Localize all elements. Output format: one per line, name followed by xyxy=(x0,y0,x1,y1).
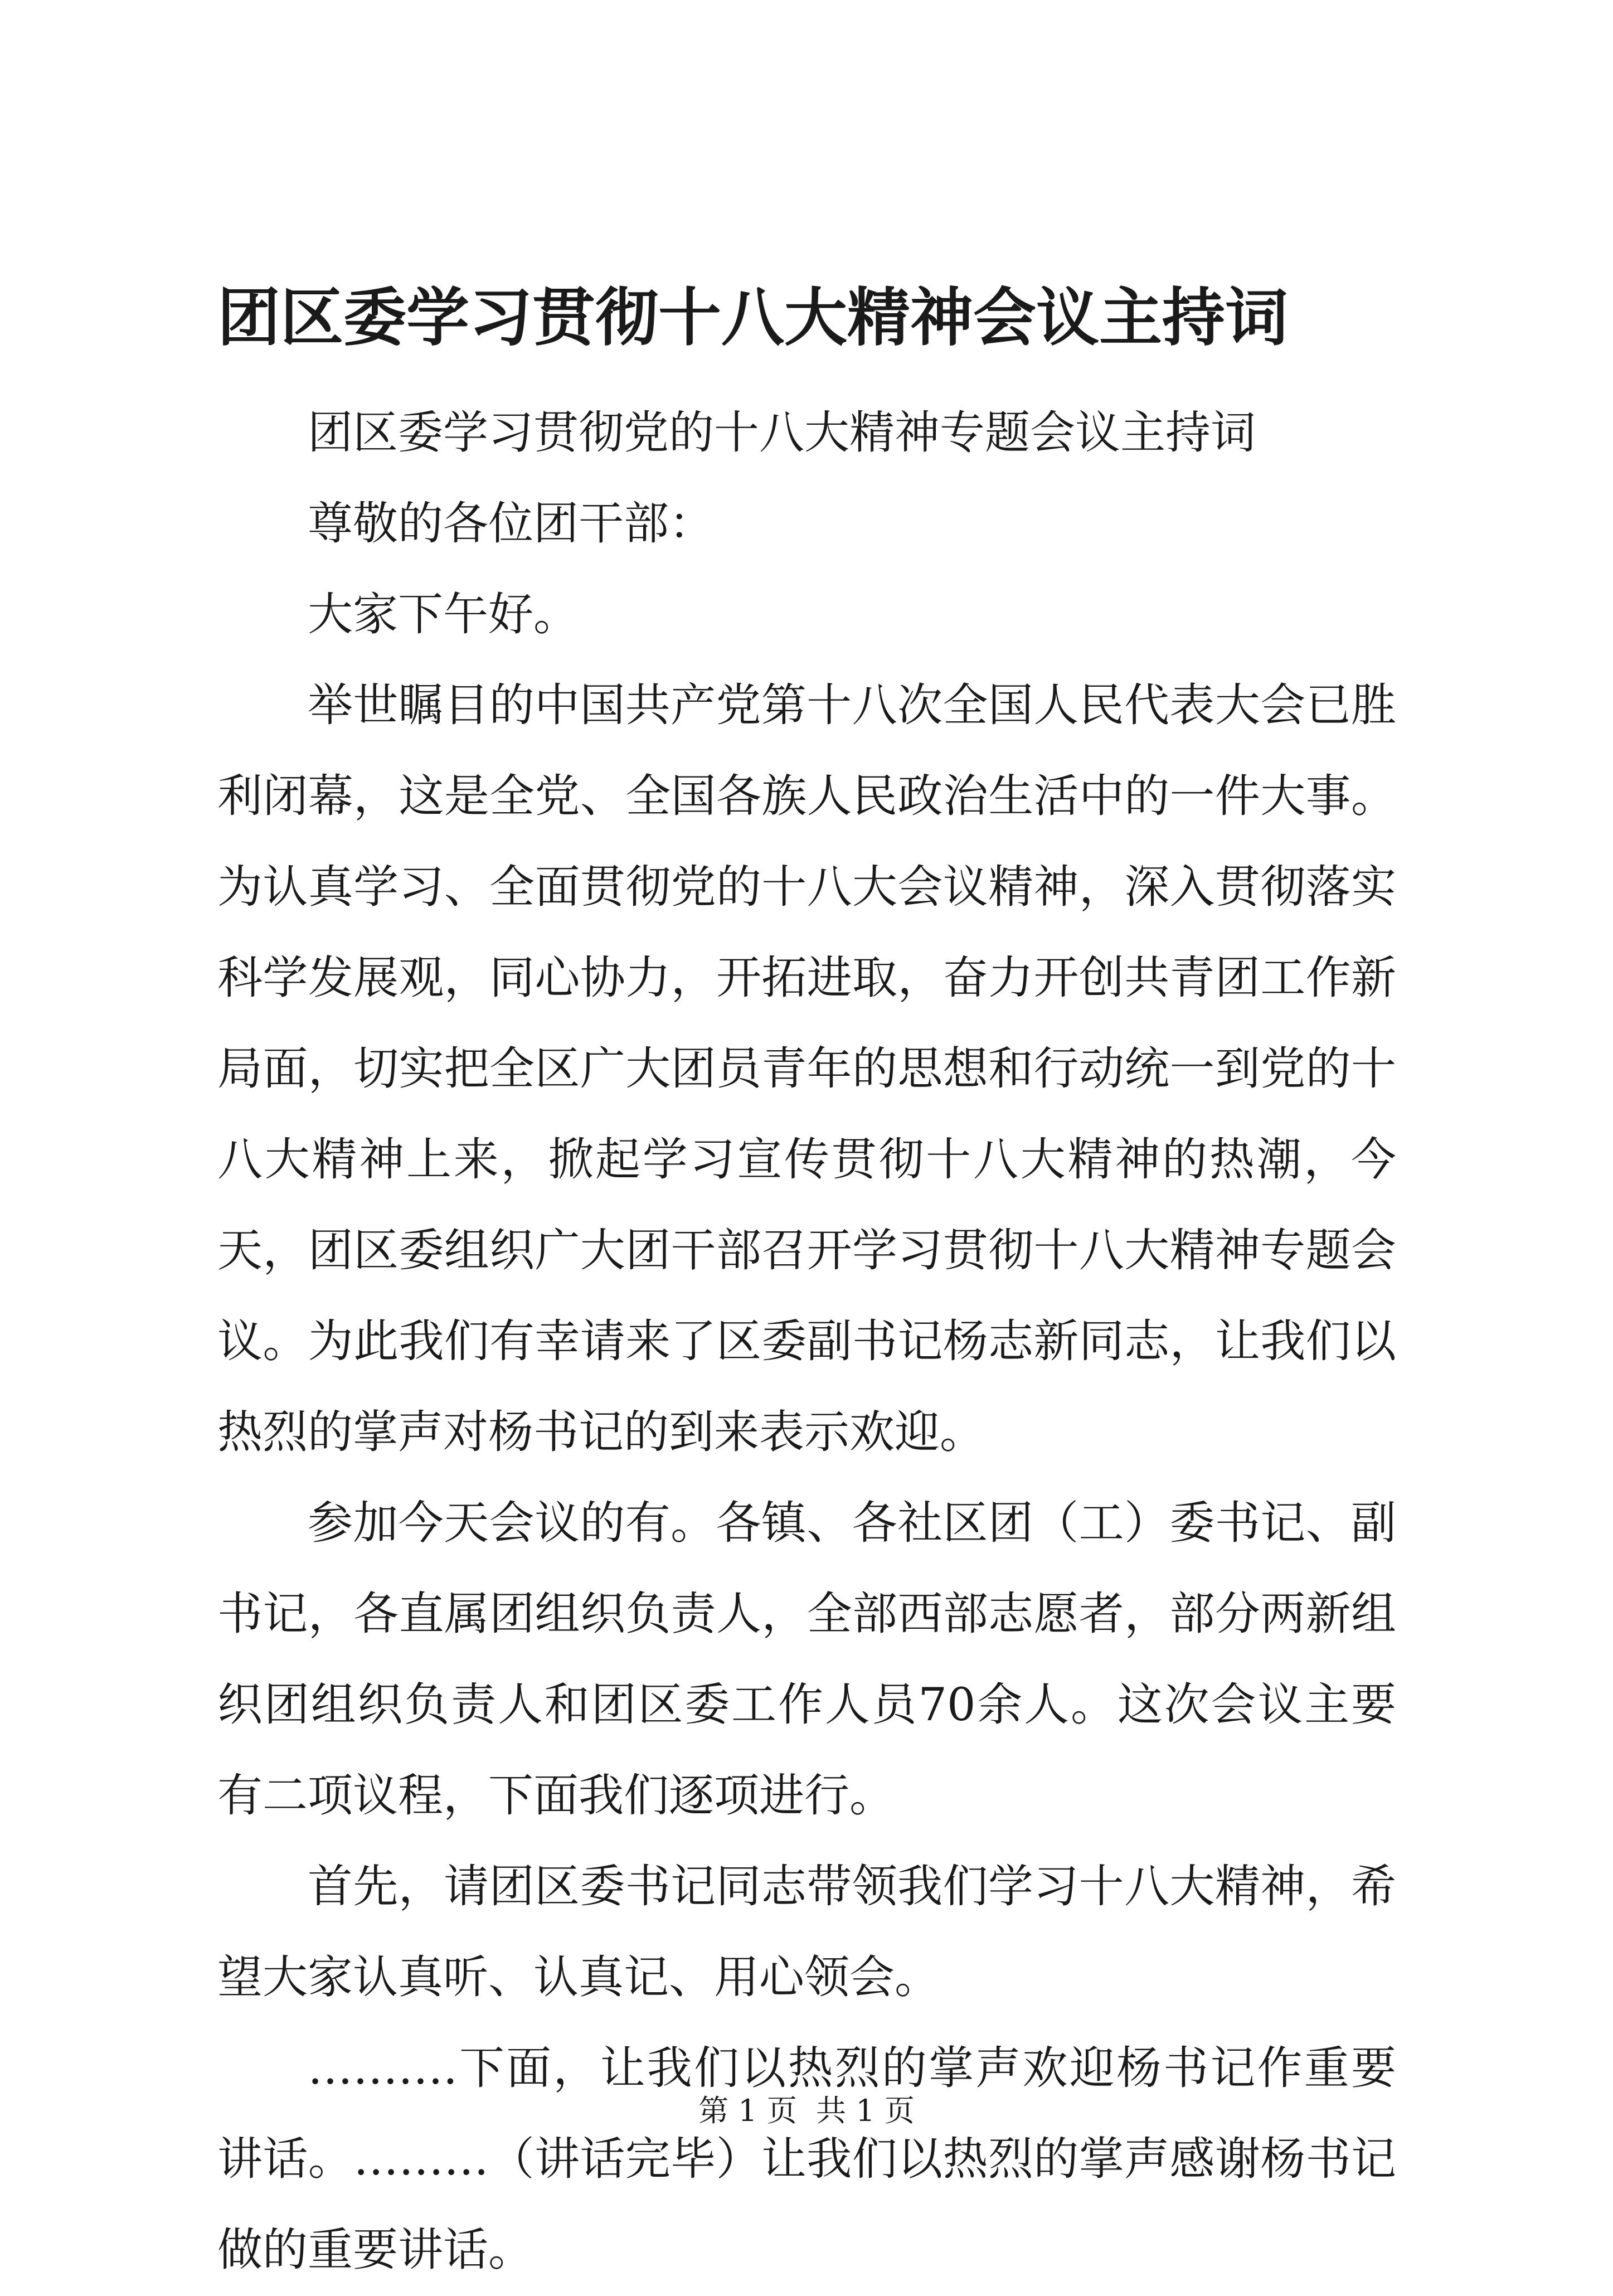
page-number-footer: 第 1 页 共 1 页 xyxy=(698,2093,915,2128)
paragraph-speech: ……….下面，让我们以热烈的掌声欢迎杨书记作重要讲话。………（讲话完毕）让我们以热烈的掌声感谢杨书记做的重要讲话。 xyxy=(217,2042,1396,2276)
paragraph-greeting: 大家下午好。 xyxy=(308,589,579,641)
document-body xyxy=(217,388,1396,2296)
paragraph-subtitle: 团区委学习贯彻党的十八大精神专题会议主持词 xyxy=(308,407,1256,459)
document-title: 团区委学习贯彻十八大精神会议主持词 xyxy=(217,280,1288,355)
paragraph-attendees: 参加今天会议的有。各镇、各社区团（工）委书记、副书记，各直属团组织负责人，全部西部志愿者，部分两新组织团组织负责人和团区委工作人员70余人。这次会议主要有二项议程，下面我们逐项进行。 xyxy=(217,1497,1396,1822)
paragraph-agenda-first: 首先，请团区委书记同志带领我们学习十八大精神，希望大家认真听、认真记、用心领会。 xyxy=(217,1861,1396,2004)
paragraph-salutation: 尊敬的各位团干部： xyxy=(308,498,715,550)
paragraph-introduction: 举世瞩目的中国共产党第十八次全国人民代表大会已胜利闭幕，这是全党、全国各族人民政治生活中的一件大事。为认真学习、全面贯彻党的十八大会议精神，深入贯彻落实科学发展观，同心协力，开拓进取，奋力开创共青团工作新局面，切实把全区广大团员青年的思想和行动统一到党的十八大精神上来，掀起学习宣传贯彻十八大精神的热潮，今天，团区委组织广大团干部召开学习贯彻十八大精神专题会议。为此我们有幸请来了区委副书记杨志新同志，让我们以热烈的掌声对杨书记的到来表示欢迎。 xyxy=(217,679,1396,1459)
